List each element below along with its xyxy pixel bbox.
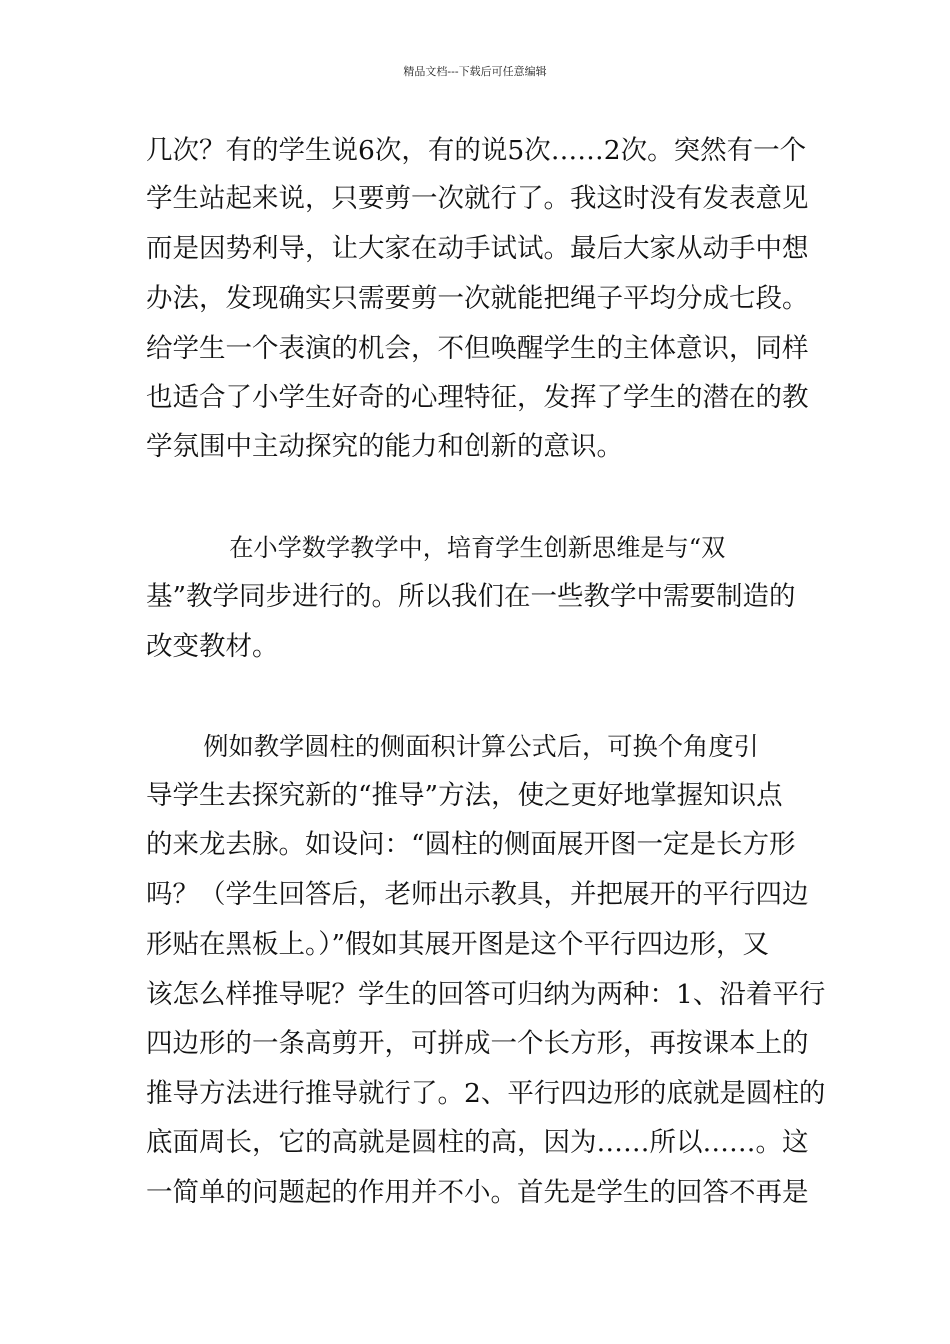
paragraph-line: 在小学数学教学中，培育学生创新思维是与“双 (205, 534, 726, 562)
paragraph-line: 该怎么样推导呢？学生的回答可归纳为两种：1、沿着平行 (146, 979, 826, 1010)
paragraph-line: 导学生去探究新的“推导”方法，使之更好地掌握知识点 (146, 780, 783, 811)
paragraph-line: 四边形的一条高剪开，可拼成一个长方形，再按课本上的 (146, 1028, 809, 1059)
paragraph-line: 学生站起来说，只要剪一次就行了。我这时没有发表意见 (146, 183, 809, 214)
paragraph-line: 而是因势利导，让大家在动手试试。最后大家从动手中想 (146, 233, 809, 264)
paragraph-line: 形贴在黑板上。）”假如其展开图是这个平行四边形，又 (146, 929, 770, 960)
paragraph-line: 的来龙去脉。如设问：“圆柱的侧面展开图一定是长方形 (146, 829, 796, 860)
paragraph-line: 改变教材。 (146, 631, 279, 662)
page-header: 精品文档---下载后可任意编辑 (403, 65, 547, 78)
paragraph-line: 也适合了小学生好奇的心理特征，发挥了学生的潜在的教 (146, 382, 809, 413)
paragraph-line: 底面周长，它的高就是圆柱的高，因为……所以……。这 (146, 1127, 809, 1158)
paragraph-line: 一简单的问题起的作用并不小。首先是学生的回答不再是 (146, 1177, 809, 1208)
paragraph-line: 吗？（学生回答后，老师出示教具，并把展开的平行四边 (146, 879, 809, 910)
paragraph-line: 几次？有的学生说6次，有的说5次……2次。突然有一个 (146, 135, 807, 166)
paragraph-line: 推导方法进行推导就行了。2、平行四边形的底就是圆柱的 (146, 1078, 826, 1109)
paragraph-line: 学氛围中主动探究的能力和创新的意识。 (146, 431, 623, 462)
paragraph-line: 办法，发现确实只需要剪一次就能把绳子平均分成七段。 (146, 283, 809, 314)
paragraph-line: 例如教学圆柱的侧面积计算公式后，可换个角度引 (178, 732, 759, 761)
paragraph-line: 给学生一个表演的机会，不但唤醒学生的主体意识，同样 (146, 333, 809, 364)
paragraph-line: 基”教学同步进行的。所以我们在一些教学中需要制造的 (146, 581, 796, 612)
